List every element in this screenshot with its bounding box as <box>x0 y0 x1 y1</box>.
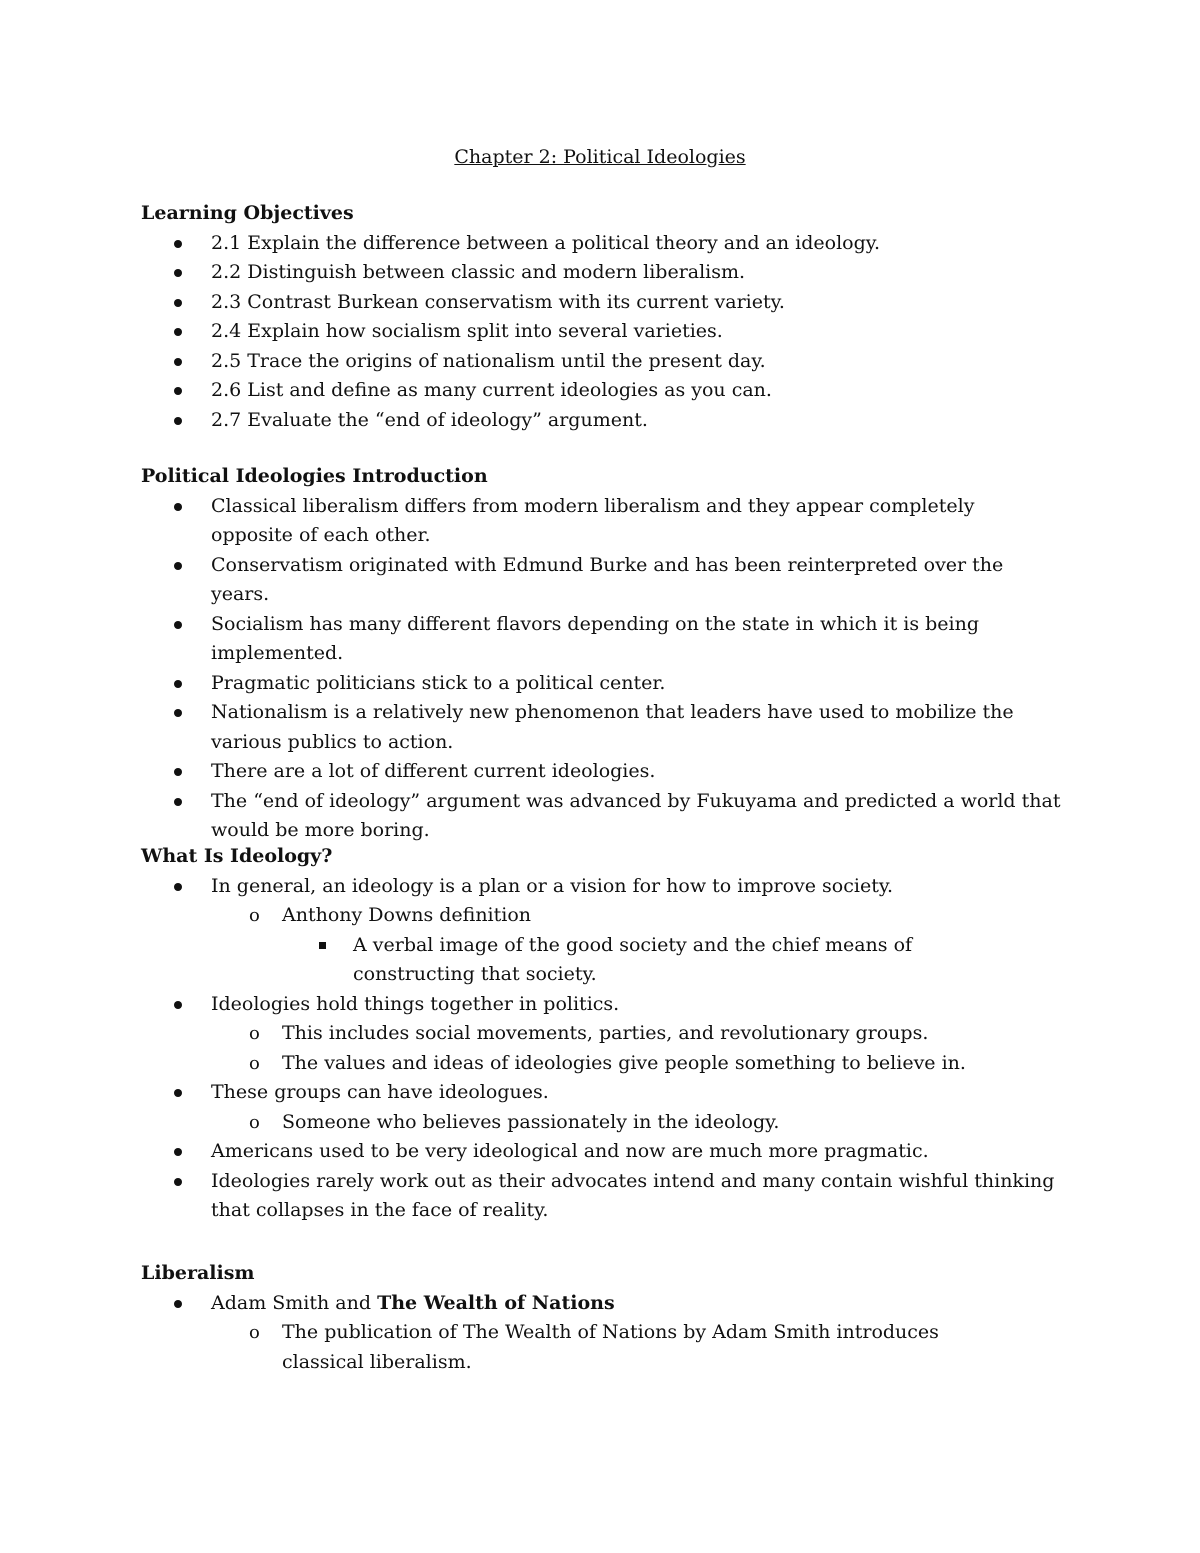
list-item: 2.3 Contrast Burkean conservatism with its current variety. <box>141 288 1061 318</box>
sub-list <box>211 1108 1061 1138</box>
list-item: Adam Smith and The Wealth of Nations o The publication of The Wealth of Nations by Adam Smith introduces classical liberalism. <box>141 1289 1061 1378</box>
sub-list-item: o Someone who believes passionately in the ideology. <box>211 1108 1061 1138</box>
bullet-icon <box>174 328 182 336</box>
list-item: There are a lot of different current ideologies. <box>141 757 1061 787</box>
list-item: The “end of ideology” argument was advanced by Fukuyama and predicted a world that would be more boring. <box>141 787 1061 846</box>
list-item: 2.6 List and define as many current ideologies as you can. <box>141 376 1061 406</box>
bullet-icon <box>174 621 182 629</box>
bullet-icon <box>174 240 182 248</box>
list-item: 2.7 Evaluate the “end of ideology” argument. <box>141 406 1061 436</box>
list-item: Americans used to be very ideological and now are much more pragmatic. <box>141 1137 1061 1167</box>
list-item: Pragmatic politicians stick to a political center. <box>141 669 1061 699</box>
list-item: Classical liberalism differs from modern liberalism and they appear completely opposite of each other. <box>141 492 1061 551</box>
circle-bullet-icon: o <box>249 905 260 926</box>
list-item: 2.2 Distinguish between classic and modern liberalism. <box>141 258 1061 288</box>
list-item: These groups can have ideologues. o Someone who believes passionately in the ideology. <box>141 1078 1061 1137</box>
circle-bullet-icon: o <box>249 1052 260 1074</box>
sub-list-item: o This includes social movements, parties, and revolutionary groups. <box>211 1019 1061 1049</box>
section-heading: Learning Objectives <box>141 202 354 224</box>
bullet-icon <box>174 1178 182 1186</box>
bullet-icon <box>174 798 182 806</box>
list-item: In general, an ideology is a plan or a vision for how to improve society. o Anthony Downs definition A verbal image of the good society and the chief means of constructing that society. <box>141 872 1061 990</box>
circle-bullet-icon: o <box>249 1322 260 1343</box>
section-liberalism <box>141 1259 1061 1377</box>
sub-list <box>211 1318 1061 1377</box>
bullet-icon <box>174 417 182 425</box>
list-item: Ideologies rarely work out as their advocates intend and many contain wishful thinking that collapses in the face of reality. <box>141 1167 1061 1226</box>
sub-sub-list-item: A verbal image of the good society and the chief means of constructing that society. <box>282 931 1033 990</box>
bullet-icon <box>174 562 182 570</box>
bullet-icon <box>174 680 182 688</box>
bullet-icon <box>174 358 182 366</box>
list-item: 2.4 Explain how socialism split into several varieties. <box>141 317 1061 347</box>
list-item: Ideologies hold things together in politics. o This includes social movements, parties, and revolutionary groups. o The values and ideas of ideologies give people something to believe in. <box>141 990 1061 1079</box>
square-bullet-icon <box>319 942 326 949</box>
section-introduction <box>141 462 1061 846</box>
list-item: Conservatism originated with Edmund Burke and has been reinterpreted over the years. <box>141 551 1061 610</box>
section-what-is-ideology <box>141 842 1061 1226</box>
bullet-icon <box>174 269 182 277</box>
section-heading: What Is Ideology? <box>141 845 333 867</box>
sub-list-item: o Anthony Downs definition A verbal image of the good society and the chief means of constructing that society. <box>211 901 1061 990</box>
bullet-icon <box>174 709 182 717</box>
sub-list <box>211 1019 1061 1078</box>
bullet-icon <box>174 768 182 776</box>
list-item: 2.5 Trace the origins of nationalism until the present day. <box>141 347 1061 377</box>
page-title: Chapter 2: Political Ideologies <box>454 146 746 168</box>
bullet-icon <box>174 1089 182 1097</box>
section-learning-objectives <box>141 199 1061 435</box>
list-item: Nationalism is a relatively new phenomenon that leaders have used to mobilize the various publics to action. <box>141 698 1061 757</box>
sub-sub-list <box>282 931 1061 990</box>
bullet-list <box>141 1289 1061 1378</box>
section-heading: Political Ideologies Introduction <box>141 465 488 487</box>
bullet-list <box>141 492 1061 846</box>
bullet-icon <box>174 387 182 395</box>
bullet-list <box>141 229 1061 436</box>
book-title: The Wealth of Nations <box>377 1291 615 1314</box>
circle-bullet-icon: o <box>249 1023 260 1044</box>
bullet-icon <box>174 1001 182 1009</box>
bullet-icon <box>174 1300 182 1308</box>
section-heading: Liberalism <box>141 1262 255 1284</box>
bullet-icon <box>174 503 182 511</box>
list-item: Socialism has many different flavors depending on the state in which it is being implemented. <box>141 610 1061 669</box>
bullet-icon <box>174 299 182 307</box>
circle-bullet-icon: o <box>249 1111 260 1133</box>
sub-list-item: o The publication of The Wealth of Nations by Adam Smith introduces classical liberalism. <box>211 1318 982 1377</box>
bullet-icon <box>174 883 182 891</box>
sub-list <box>211 901 1061 990</box>
sub-list-item: o The values and ideas of ideologies give people something to believe in. <box>211 1049 1061 1079</box>
list-item: 2.1 Explain the difference between a political theory and an ideology. <box>141 229 1061 259</box>
bullet-icon <box>174 1148 182 1156</box>
bullet-list <box>141 872 1061 1226</box>
